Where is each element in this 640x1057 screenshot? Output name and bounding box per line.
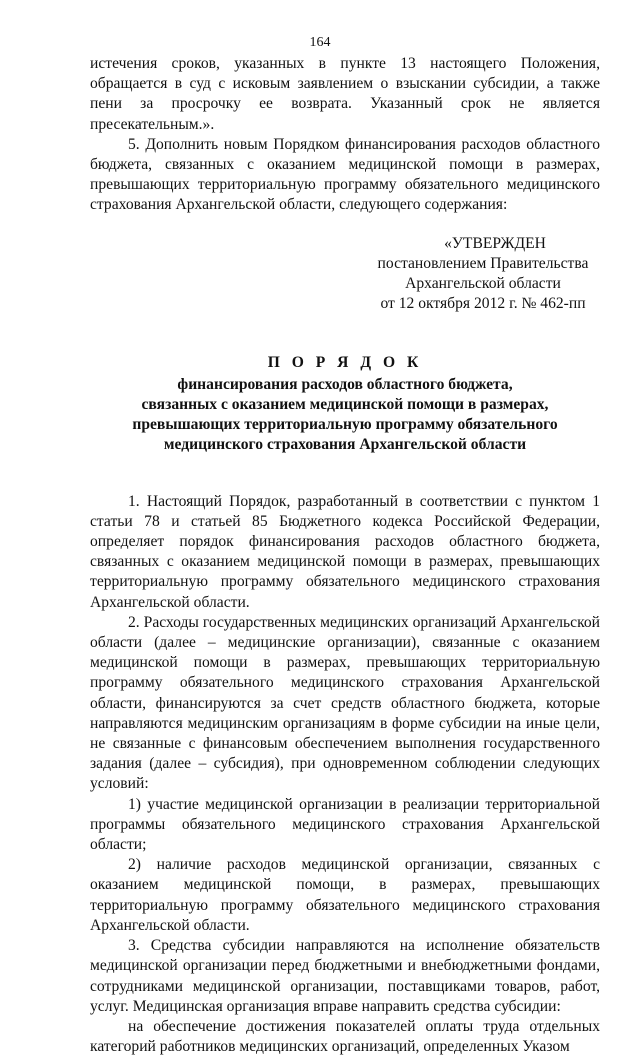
approval-line-2: Архангельской области	[405, 274, 561, 292]
paragraph-3-item: на обеспечение достижения показателей оплаты труда отдельных категорий работников медицинских организаций, определенных Указом	[90, 1017, 600, 1056]
document-title-block	[90, 353, 600, 455]
intro-paragraph-continued: истечения сроков, указанных в пункте 13 настоящего Положения, обращается в суд с исковым заявлением о взыскании субсидии, а также пени за просрочку ее возврата. Указанный срок не является пресекательным.».	[90, 55, 600, 133]
document-content	[90, 54, 600, 1057]
document-title: П О Р Я Д О К	[267, 353, 423, 371]
paragraph-3: 3. Средства субсидии направляются на исполнение обязательств медицинской организации перед бюджетными и внебюджетными фондами, сотрудниками медицинской организации, поставщиками товаров, работ, услуг. Медицинская организация вправе направить средства субсидии:	[90, 937, 600, 1015]
approval-heading: «УТВЕРЖДЕН	[444, 234, 546, 252]
document-subtitle-line-4: медицинского страхования Архангельской области	[163, 435, 527, 453]
page-number: 164	[309, 35, 331, 50]
paragraph-1: 1. Настоящий Порядок, разработанный в соответствии с пунктом 1 статьи 78 и статьей 85 Бюджетного кодекса Российской Федерации, определяет порядок финансирования расходов областного бюджета, связанных с оказанием медицинской помощи в размерах, превышающих территориальную программу обязательного медицинского страхования Архангельской области.	[90, 492, 600, 611]
approval-line-3: от 12 октября 2012 г. № 462-пп	[380, 294, 586, 312]
approval-stamp-block	[363, 234, 603, 314]
paragraph-2-condition-2: 2) наличие расходов медицинской организации, связанных с оказанием медицинской помощи, в размерах, превышающих территориальную программу обязательного медицинского страхования Архангельской области.	[90, 856, 600, 934]
paragraph-2: 2. Расходы государственных медицинских организаций Архангельской области (далее – медицинские организации), связанные с оказанием медицинской помощи в размерах, превышающих территориальную программу обязательного медицинского страхования Архангельской области, финансируются за счет средств областного бюджета, которые направляются медицинским организациям в форме субсидии на иные цели, не связанные с финансовым обеспечением выполнения государственного задания (далее – субсидия), при одновременном соблюдении следующих условий:	[90, 613, 600, 793]
document-body	[90, 492, 600, 1057]
approval-line-1: постановлением Правительства	[377, 254, 589, 272]
paragraph-2-condition-1: 1) участие медицинской организации в реализации территориальной программы обязательного медицинского страхования Архангельской области;	[90, 795, 600, 854]
document-subtitle-line-3: превышающих территориальную программу обязательного	[132, 415, 558, 433]
document-subtitle-line-1: финансирования расходов областного бюджета,	[177, 375, 513, 393]
intro-paragraph-item-5: 5. Дополнить новым Порядком финансирования расходов областного бюджета, связанных с оказанием медицинской помощи в размерах, превышающих территориальную программу обязательного медицинского страхования Архангельской области, следующего содержания:	[90, 135, 600, 214]
document-subtitle-line-2: связанных с оказанием медицинской помощи в размерах,	[141, 395, 549, 413]
